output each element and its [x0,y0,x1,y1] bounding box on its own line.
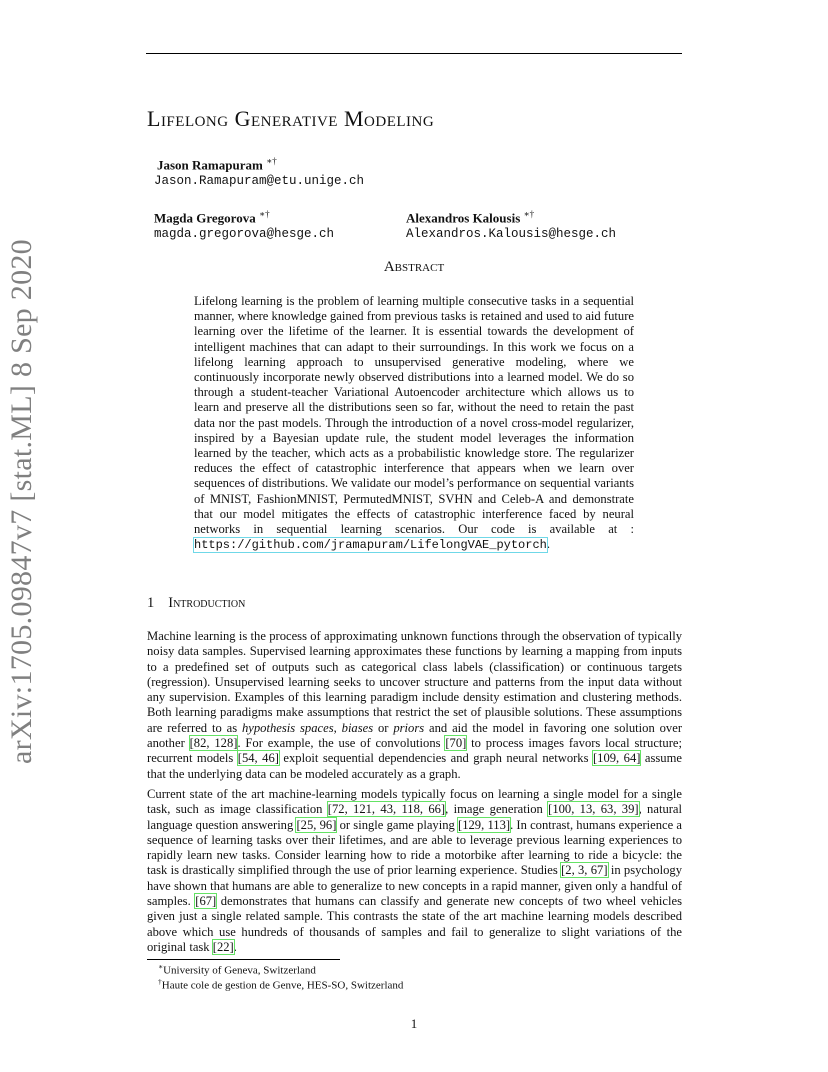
paper-title: Lifelong Generative Modeling [147,106,435,131]
citation-link[interactable]: [22] [212,939,234,954]
author-email[interactable]: Alexandros.Kalousis@hesge.ch [406,227,617,242]
footnote-1: ∗University of Geneva, Switzerland [158,962,316,977]
author-email[interactable]: magda.gregorova@hesge.ch [154,227,335,242]
citation-link[interactable]: [67] [195,894,217,909]
arxiv-identifier: arXiv:1705.09847v7 [stat.ML] 8 Sep 2020 [5,239,38,764]
footnote-rule [147,959,340,960]
top-rule [146,53,682,54]
author-name: Alexandros Kalousis ∗† [406,209,535,226]
citation-link[interactable]: [82, 128] [189,736,238,751]
author-block-1 [154,156,365,189]
section-heading [147,595,245,612]
intro-paragraph-2: Current state of the art machine-learning models typically focus on learning a single model for a single task, such as image classification [72, 121, 43, 118, 66], image generation [100, 13, 63, 39], natural language question answering [25, 96] or single game playing [129, 113]. In contrast, humans experience a sequence of learning tasks over their lifetimes, and are able to leverage previous learning experiences to rapidly learn new tasks. Consider learning how to ride a motorbike after learning to ride a bicycle: the task is drastically simplified through the use of prior learning experience. Studies [2, 3, 67] in psychology have shown that humans are able to generalize to new concepts in a rapid manner, given only a handful of samples. [67] demonstrates that humans can classify and generate new concepts of two wheel vehicles given just a single related sample. This contrasts the state of the art machine learning models described above which use hundreds of thousands of samples and fail to generalize to slight variations of the original task [22]. [147,787,683,954]
author-block-3 [406,209,616,241]
code-link[interactable]: https://github.com/jramapuram/LifelongVAE_pytorch [194,538,547,553]
citation-link[interactable]: [2, 3, 67] [561,863,608,878]
abstract-text: Lifelong learning is the problem of learning multiple consecutive tasks in a sequential manner, where knowledge gained from previous tasks is retained and used to aid future learning over the lifetime of the learner. It is essential towards the development of intelligent machines that can adapt to their surroundings. In this work we focus on a lifelong learning approach to unsupervised generative modeling, where we continuously incorporate newly observed distributions into a learned model. We do so through a student-teacher Variational Autoencoder architecture which allows us to learn and preserve all the distributions seen so far, without the need to retain the past data nor the past models. Through the introduction of a novel cross-model regularizer, inspired by a Bayesian update rule, the student model leverages the information learned by the teacher, which acts as a probabilistic knowledge store. The regularizer reduces the effect of catastrophic interference that appears when we learn over sequences of distributions. We validate our model’s performance on sequential variants of MNIST, FashionMNIST, PermutedMNIST, SVHN and Celeb-A and demonstrate that our model mitigates the effects of catastrophic interference faced by neural networks in sequential learning scenarios. Our code is available at : https://github.com/jramapuram/LifelongVAE_pytorch. [194,294,634,553]
section-number: 1 [147,595,155,611]
citation-link[interactable]: [72, 121, 43, 118, 66] [327,802,446,817]
citation-link[interactable]: [109, 64] [592,751,641,766]
page-number: 1 [410,1016,418,1031]
footnote-2: †Haute cole de gestion de Genve, HES-SO, Switzerland [158,977,404,992]
citation-link[interactable]: [25, 96] [296,817,337,832]
author-name: Magda Gregorova ∗† [154,209,270,226]
intro-paragraph-1: Machine learning is the process of approximating unknown functions through the observation of typically noisy data samples. Supervised learning approximates these functions by learning a mapping from inputs to a predefined set of outputs such as categorical class labels (classification) or continuous targets (regression). Unsupervised learning seeks to uncover structure and patterns from the input data without any supervision. Examples of this learning paradigm include density estimation and clustering methods. Both learning paradigms make assumptions that restrict the set of plausible solutions. These assumptions are referred to as hypothesis spaces, biases or priors and aid the model in favoring one solution over another [82, 128]. For example, the use of convolutions [70] to process images favors local structure; recurrent models [54, 46] exploit sequential dependencies and graph neural networks [109, 64] assume that the underlying data can be modeled accurately as a graph. [147,629,683,781]
section-title: Introduction [168,595,246,611]
author-name: Jason Ramapuram ∗† [157,156,277,173]
abstract-heading: Abstract [383,259,445,275]
author-email[interactable]: Jason.Ramapuram@etu.unige.ch [154,174,365,189]
citation-link[interactable]: [129, 113] [458,817,511,832]
citation-link[interactable]: [70] [445,736,467,751]
author-block-2 [154,209,334,241]
citation-link[interactable]: [54, 46] [237,751,279,766]
citation-link[interactable]: [100, 13, 63, 39] [548,802,639,817]
